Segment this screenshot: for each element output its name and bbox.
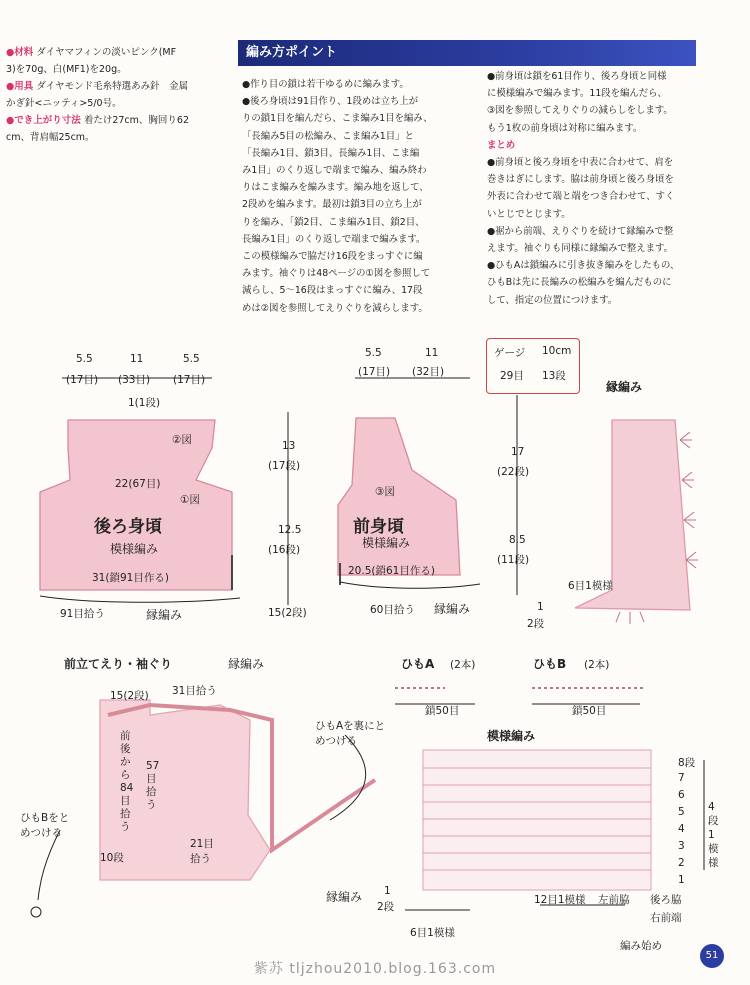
- instruction-line: りを編み、「鎖2目、こま編み1目、鎖2目、: [242, 216, 425, 228]
- instruction-line: 外表に合わせて端と端をつき合わせて、すく: [487, 191, 675, 203]
- collar-pick-57: 57目拾う: [146, 760, 160, 811]
- size-key: ●でき上がり寸法: [6, 115, 81, 126]
- collar-pick-21: 21目拾う: [190, 838, 214, 865]
- back-figure-1: ①図: [180, 494, 200, 506]
- instruction-line: りの鎖1目を編んだら、こま編み1目を編み、: [242, 113, 433, 125]
- front-pattern-label: 模様編み: [362, 536, 411, 550]
- back-title: 後ろ身頃: [94, 517, 162, 537]
- instruction-line: ●ひもAは鎖編みに引き抜き編みをしたもの、: [487, 260, 680, 272]
- pattern-row-2: 2: [678, 857, 685, 869]
- back-width-2: 11: [130, 353, 144, 365]
- size-line-2: cm、背肩幅25cm。: [6, 132, 95, 143]
- size-line: 着たけ27cm、胸回り62: [83, 115, 189, 126]
- front-height-2-rows: (11段): [497, 554, 530, 566]
- section-title: 編み方ポイント: [246, 45, 338, 60]
- front-pick-line: [340, 582, 480, 588]
- cord-a-length: 鎖50目: [425, 705, 460, 717]
- tools-line-2: かぎ針<ニッティ>5/0号。: [6, 98, 122, 109]
- collar-title-edging: 縁編み: [228, 657, 265, 671]
- armhole-height: 13: [282, 440, 296, 452]
- instruction-line: 減らし、5～16段はまっすぐに編み、17段: [242, 285, 423, 297]
- back-pattern-label: 模様編み: [110, 542, 159, 556]
- edging-title: 縁編み: [606, 380, 643, 394]
- back-width-1-stitches: (17目): [66, 374, 99, 386]
- materials-key: ●材料: [6, 47, 34, 58]
- instruction-line: めは②図を参照してえりぐりを減らします。: [242, 302, 428, 314]
- gauge-size: 10cm: [542, 345, 572, 357]
- instruction-line: 2段めを編みます。最初は鎖3目の立ち上が: [242, 199, 422, 211]
- instruction-line: 長編み1目」のくり返しで端まで編みます。: [242, 233, 426, 245]
- pattern-back-side: 後ろ脇: [650, 894, 682, 906]
- pattern-row-7: 7: [678, 772, 685, 784]
- instruction-line: して、指定の位置につけます。: [487, 294, 618, 306]
- instruction-line: いとじでとじます。: [487, 208, 571, 220]
- gauge-stitches: 29目: [500, 370, 524, 382]
- front-width-2-stitches: (32目): [412, 366, 445, 378]
- side-height: 12.5: [278, 524, 302, 536]
- back-width-2-stitches: (33目): [118, 374, 151, 386]
- instruction-line: ●前身頃と後ろ身頃を中表に合わせて、肩を: [487, 157, 674, 169]
- collar-cord-a-note: ひもAを裏にとめつける: [315, 720, 386, 747]
- instruction-line: に模様編みで編みます。11段を編んだら、: [487, 88, 667, 100]
- collar-cord-b-note: ひもBをとめつける: [20, 812, 70, 839]
- instruction-line: ●後ろ身頃は91目作り、1段めは立ち上が: [242, 96, 419, 108]
- cord-a-count: (2本): [450, 659, 476, 671]
- pattern-start: 編み始め: [620, 940, 662, 952]
- collar-title: 前立てえり・袖ぐり: [64, 657, 173, 671]
- back-bodice-shape: [40, 420, 232, 590]
- collar-edge-rows: 15(2段): [110, 690, 149, 702]
- instruction-line: ●前身頃は鎖を61目作り、後ろ身頃と同様: [487, 71, 667, 82]
- instruction-line: 「長編み5目の松編み、こま編み1目」と: [242, 130, 414, 142]
- tools-line: ダイヤモンド毛糸特選あみ針 金属: [36, 81, 189, 92]
- instruction-line: ●作り目の鎖は若干ゆるめに編みます。: [242, 79, 409, 90]
- pattern-left-side: 左前脇: [598, 894, 630, 906]
- back-width-3-stitches: (17目): [173, 374, 206, 386]
- back-top-rows: 1(1段): [128, 397, 161, 409]
- pattern-right-front: 右前端: [650, 912, 682, 924]
- instruction-line: ひもBは先に長編みの松編みを編んだものに: [487, 277, 672, 289]
- cord-a-title: ひもA: [401, 657, 435, 671]
- instruction-line: ●裾から前端、えりぐりを続けて縁編みで整: [487, 225, 674, 237]
- front-width-2: 11: [425, 347, 439, 359]
- edge-height: 15(2段): [268, 607, 307, 619]
- pattern-edge-label: 縁編み: [326, 890, 363, 904]
- tools-key: ●用具: [6, 81, 34, 92]
- front-figure-3: ③図: [375, 486, 395, 498]
- back-figure-2: ②図: [172, 434, 192, 446]
- pattern-chart-area: [423, 750, 651, 890]
- instruction-line: みます。袖ぐりは48ページの①図を参照して: [242, 268, 431, 280]
- back-width-3: 5.5: [183, 353, 200, 365]
- gauge-label: ゲージ: [494, 347, 526, 359]
- edging-repeat: 6目1模様: [568, 580, 613, 592]
- instruction-line: み1目」のくり返しで端まで編み、編み終わ: [242, 165, 427, 177]
- edging-row-2: 2段: [527, 618, 545, 630]
- instruction-line: えます。袖ぐりも同様に縁編みで整えます。: [487, 243, 673, 255]
- front-edge-label: 縁編み: [434, 602, 471, 616]
- cord-b-line: [38, 830, 60, 900]
- pattern-title: 模様編み: [487, 729, 536, 743]
- pattern-row-1: 1: [678, 874, 685, 886]
- pattern-row-5: 5: [678, 806, 685, 818]
- pattern-edge-row-2: 2段: [377, 901, 395, 913]
- front-bodice-shape: [338, 418, 460, 575]
- front-title: 前身頃: [353, 517, 404, 537]
- pattern-row-4: 4: [678, 823, 685, 835]
- pattern-repeat-6: 6目1模様: [410, 927, 455, 939]
- back-bottom-width: 31(鎖91目作る): [92, 572, 169, 584]
- instruction-line: 巻きはぎにします。脇は前身頃と後ろ身頃を: [487, 174, 674, 186]
- instruction-line: ③図を参照してえりぐりの減らしをします。: [487, 105, 673, 117]
- cord-b-count: (2本): [584, 659, 610, 671]
- collar-pick-31: 31目拾う: [172, 685, 217, 697]
- back-mid-width: 22(67目): [115, 478, 161, 490]
- back-pick-up: 91目拾う: [60, 608, 105, 620]
- pattern-row-repeat: 4段1模様: [708, 801, 719, 869]
- front-bottom-width: 20.5(鎖61目作る): [348, 565, 435, 577]
- front-pick-up: 60目拾う: [370, 604, 415, 616]
- page-number: 51: [700, 944, 724, 968]
- watermark-text: 紫苏 tljzhou2010.blog.163.com: [253, 961, 497, 977]
- edging-row-1: 1: [537, 601, 544, 613]
- instruction-line: この模様編みで脇だけ16段をまっすぐに編: [242, 251, 423, 263]
- cord-b-length: 鎖50目: [572, 705, 607, 717]
- front-height-1-rows: (22段): [497, 466, 530, 478]
- front-height-2: 8.5: [509, 534, 526, 546]
- instruction-line: もう1枚の前身頃は対称に編みます。: [487, 122, 643, 134]
- front-height-1: 17: [511, 446, 525, 458]
- collar-rows-10: 10段: [100, 852, 124, 864]
- instruction-line: りはこま編みを編みます。編み地を返して、: [242, 182, 429, 194]
- gauge-rows: 13段: [542, 370, 566, 382]
- instruction-line: 「長編み1目、鎖3目、長編み1目、こま編: [242, 147, 420, 159]
- pattern-repeat-12: 12目1模様: [534, 894, 586, 906]
- pattern-row-6: 6: [678, 789, 685, 801]
- armhole-rows: (17段): [268, 460, 301, 472]
- pattern-row-8: 8段: [678, 757, 696, 769]
- front-width-1: 5.5: [365, 347, 382, 359]
- back-width-1: 5.5: [76, 353, 93, 365]
- pattern-row-3: 3: [678, 840, 685, 852]
- collar-pick-84: 前後から84目拾う: [120, 730, 134, 833]
- finishing-subheading: まとめ: [487, 139, 516, 151]
- materials-line-1: ダイヤマフィンの淡いピンク(MF: [36, 47, 177, 58]
- back-edge-label: 縁編み: [146, 608, 183, 622]
- cord-b-knot: [31, 907, 41, 917]
- front-width-1-stitches: (17目): [358, 366, 391, 378]
- materials-line-2: 3)を70g、白(MF1)を20g。: [6, 64, 127, 75]
- cord-b-title: ひもB: [533, 657, 567, 671]
- pattern-edge-row-1: 1: [384, 885, 391, 897]
- back-pick-line: [40, 596, 240, 602]
- side-rows: (16段): [268, 544, 301, 556]
